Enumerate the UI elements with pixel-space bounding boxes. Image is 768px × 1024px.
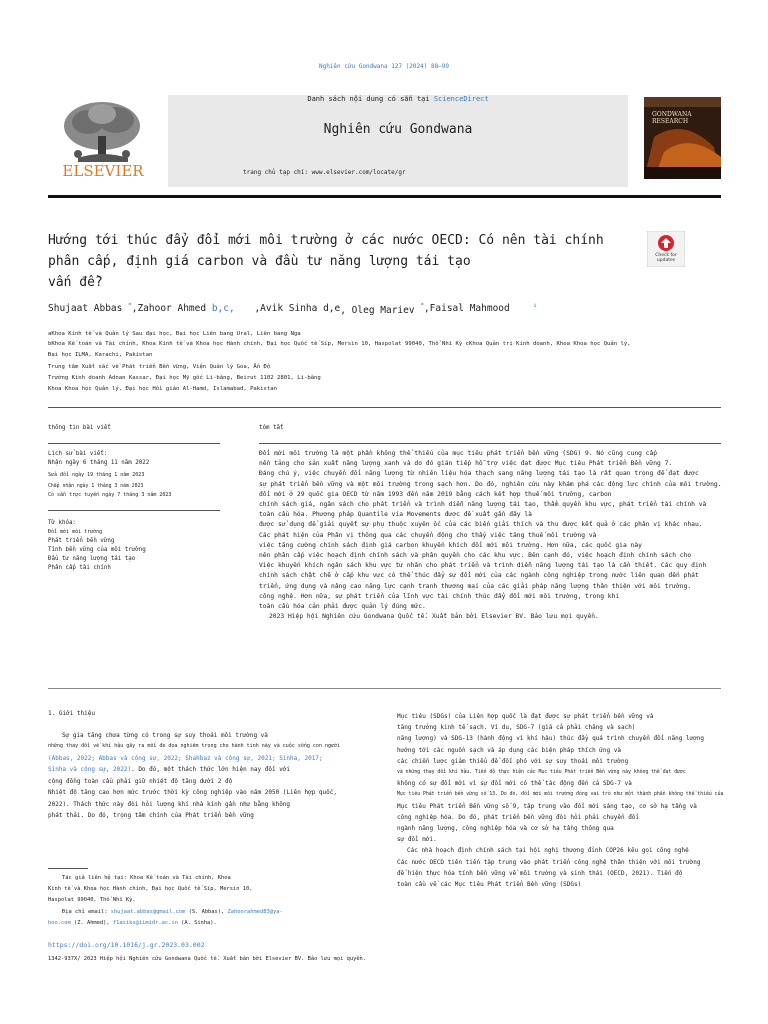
abstract-line: Các phát hiện của Phân vị thông qua các chuyển động cho thấy việc tăng thuế môi trường và: [259, 531, 597, 539]
article-info-heading: thông tin bài viết: [48, 425, 111, 431]
cover-title: GONDWANA RESEARCH: [652, 111, 692, 125]
email-owner: (S. Abbas),: [185, 908, 228, 915]
body-line: Mục tiêu (SDGs) của Liên hợp quốc là đạt được sự phát triển bền vững và: [397, 713, 654, 720]
sciencedirect-link[interactable]: ScienceDirect: [433, 95, 489, 103]
email-owner: (A. Sinha).: [177, 919, 217, 926]
abstract-line: toàn cầu hóa. Phương pháp Quantile via Movements được đề xuất gần đây là: [259, 511, 532, 519]
body-line: tăng trưởng kinh tế sạch. Ví dụ, SDG-7 (giá cả phải chăng và sạch): [397, 724, 636, 732]
body-line: và những thay đổi khí hậu. Tiến độ thực hiện các Mục tiêu Phát triển Bền vững này không thể đạt được: [397, 770, 686, 776]
body-line: năng lượng) và SDG-13 (hành động vì khí hậu) thúc đẩy quá trình chuyển đổi năng lượng: [397, 735, 705, 743]
keywords-heading: Từ khóa:: [48, 520, 76, 526]
keyword: Đổi mới môi trường: [48, 529, 103, 535]
affiliation: Đại học ILMA, Karachi, Pakistan: [48, 352, 153, 358]
affiliation: Khoa Khoa học Quản lý, Đại học Hồi giáo Al-Hamd, Islamabad, Pakistan: [48, 386, 278, 392]
body-line: sự đổi mới.: [397, 836, 437, 844]
body-line: không có sự đổi mới vì sự đổi mới có thể tác động đến cả SDG-7 và: [397, 780, 632, 788]
body-line: Mục tiêu Phát triển bền vững số 13. Do đó, đổi mới môi trường đóng vai trò như một thành phần không thể thiếu của: [397, 792, 724, 798]
citation-link[interactable]: Sinha và cộng sự, 2022): [48, 766, 132, 773]
journal-cover-image[interactable]: [644, 97, 721, 179]
email-link[interactable]: Zahoorahmed83@ya-: [227, 908, 283, 915]
body-separator: [48, 688, 721, 689]
abstract-line: Việc khuyến khích ngân sách khu vực tư nhân cho phát triển và trình diễn năng lượng tái tạo là cần thiết. Các quy định: [259, 562, 707, 570]
author-name[interactable]: ,Avik Sinha d,e: [254, 303, 341, 315]
affiliation: Trường Kinh doanh Adnan Kassar, Đại học Mỹ gốc Li-băng, Beirut 1102 2801, Li-băng: [48, 375, 321, 381]
body-line: [48, 764, 378, 776]
abstract-line: việc tăng cường chính sách định giá carbon khuyến khích đổi mới môi trường. Hơn nữa, các quốc gia này: [259, 541, 642, 549]
received-date: Nhận ngày 6 tháng 11 năm 2022: [48, 460, 150, 466]
abstract-rule: [259, 443, 721, 444]
keyword: Tính bền vững của môi trường: [48, 547, 146, 553]
body-line: cộng đồng toàn cầu phải giữ nhiệt độ tăng dưới 2 độ: [48, 777, 233, 785]
contents-line: [168, 95, 628, 103]
section-rule: [48, 407, 721, 408]
abstract-heading: tóm tắt: [259, 425, 284, 431]
doi-link[interactable]: https://doi.org/10.1016/j.gr.2023.03.002: [48, 941, 205, 949]
footnote-line: Tác giả liên hệ tại: Khoa Kế toán và Tài chính, Khoa: [62, 875, 231, 881]
author-name[interactable]: , Oleg Mariev: [340, 305, 415, 317]
keyword: Đầu tư năng lượng tái tạo: [48, 556, 136, 562]
revised-date: Sửa đổi ngày 19 tháng 1 năm 2023: [48, 472, 145, 478]
body-line: Nhiệt độ tăng cao hơn mức trước thời kỳ công nghiệp vào năm 2050 (Liên hợp quốc,: [48, 789, 337, 796]
body-line: các chiến lược giảm thiểu để đối phó với sự suy thoái môi trường: [397, 757, 629, 765]
article-history: [48, 450, 171, 500]
abstract-line: triển, ứng dụng và nâng cao năng lực cạnh tranh thương mại của các giải pháp năng lượng thân thiện với môi trường.: [259, 582, 692, 590]
body-line: Sự gia tăng chưa từng có trong sự suy thoái môi trường và: [62, 731, 268, 739]
body-right-column: [397, 711, 727, 890]
email-link[interactable]: shujaat.abbas@gmail.com: [110, 908, 186, 915]
abstract-copyright: 2023 Hiệp hội Nghiên cứu Gondwana Quốc tế. Xuất bản bởi Elsevier BV. Bảo lưu mọi quyền.: [269, 613, 599, 621]
body-line: 2022). Thách thức này đòi hỏi lượng khí nhà kính gần như bằng không: [48, 800, 291, 808]
keywords: [48, 519, 146, 573]
body-text: . Do đó, một thách thức lớn hiện nay đối với: [131, 766, 291, 773]
journal-reference[interactable]: Nghiên cứu Gondwana 127 (2024) 88–99: [318, 63, 450, 70]
author-name[interactable]: ,Zahoor Ahmed: [131, 303, 207, 315]
author-name[interactable]: ,Faisal Mahmood: [423, 303, 510, 315]
body-line: phát thải. Do đó, trọng tâm chính của Phát triển bền vững: [48, 812, 254, 819]
body-line: công nghiệp hóa. Do đó, phát triển bền vững đòi hỏi phải chuyển đổi: [397, 813, 640, 821]
abstract-line: sự phát triển bền vững và một môi trường trong sạch hơn. Do đó, nghiên cứu này khám phá các động lực chính của môi trường.: [259, 480, 722, 488]
email-owner: (Z. Ahmed),: [70, 919, 113, 926]
footnote-line: [48, 907, 378, 918]
journal-homepage[interactable]: trang chủ tạp chí: www.elsevier.com/locate/gr: [243, 169, 406, 176]
online-date: Có sẵn trực tuyến ngày 7 tháng 3 năm 2023: [48, 492, 172, 498]
author-mark: *: [128, 302, 132, 309]
body-left-column: [48, 708, 378, 822]
body-line: toàn cầu về các Mục tiêu Phát triển Bền vững (SDGs): [397, 881, 582, 889]
email-link[interactable]: hoo.com: [48, 919, 71, 926]
header-rule: [48, 195, 721, 198]
body-line: Các nhà hoạch định chính sách tại hội nghị thượng đỉnh COP26 kêu gọi công nghệ: [407, 847, 689, 855]
abstract-body: [259, 449, 729, 622]
bottom-copyright: 1342-937X/ 2023 Hiệp hội Nghiên cứu Gondwana Quốc tế. Xuất bản bởi Elsevier BV. Bảo lưu mọi quyền.: [48, 956, 367, 962]
footnote-line: Kinh tế và Khoa học Hành chính, Đại học Quốc tế Síp, Mersin 10,: [48, 886, 253, 893]
abstract-line: chính sách chặt chẽ ở cấp khu vực có thể thúc đẩy sự đổi mới của các ngành công nghiệp trong nước liên quan đến phát: [259, 572, 699, 580]
affiliation: aKhoa Kinh tế và Quản lý Sau đại học, Đại học Liên bang Ural, Liên bang Nga: [48, 331, 301, 337]
affiliation: Trung tâm Xuất sắc về Phát triển Bền vững, Viện Quản lý Goa, Ấn Độ: [48, 364, 271, 370]
abstract-line: Đáng chú ý, việc chuyển đổi năng lượng từ nhiên liệu hóa thạch sang năng lượng tái tạo là rất quan trọng để đạt được: [259, 470, 699, 478]
keyword: Phát triển bền vững: [48, 538, 115, 544]
body-line: ngành năng lượng, công nghiệp hóa và cơ sở hạ tầng thông qua: [397, 825, 614, 833]
check-for-updates-badge[interactable]: [647, 231, 685, 267]
affiliation: bKhoa Kế toán và Tài chính, Khoa Kinh tế và Khoa học Hành chính, Đại học Quốc tế Síp, Mersin 10, Haspolat 99040, Thổ Nhĩ Kỳ cKhoa Quản trị Kinh doanh, Khoa Khoa học Quản lý,: [48, 341, 631, 347]
title-line: phân cấp, định giá carbon và đầu tư năng lượng tái tạo: [48, 254, 471, 269]
body-line: hướng tới các nguồn sạch và áp dụng các biện pháp thích ứng và: [397, 746, 621, 754]
author-affiliation-mark: i: [533, 303, 537, 309]
publisher-name: ELSEVIER: [62, 162, 144, 180]
article-title: [48, 230, 618, 293]
footnote-line: [48, 918, 378, 929]
abstract-line: nên phân cấp việc hoạch định chính sách và phân quyền cho các khu vực. Bên cạnh đó, việc hoạch định chính sách cho: [259, 552, 692, 560]
author-list: [48, 302, 608, 317]
body-line: những thay đổi về khí hậu gây ra mối đe dọa nghiêm trọng cho hành tinh này và cuộc sống con người: [48, 743, 340, 749]
body-line: để hiện thực hóa tính bền vững về môi trường và sinh thái (OECD, 2021). Tiến độ: [397, 869, 683, 877]
journal-title: Nghiên cứu Gondwana: [323, 122, 473, 137]
abstract-line: công nghệ. Hơn nữa, sự phát triển của lĩnh vực tài chính thúc đẩy đổi mới môi trường, trong khi: [259, 592, 620, 600]
author-affiliation-mark: b,c,: [211, 303, 235, 315]
history-heading: Lịch sử bài viết:: [48, 451, 108, 457]
abstract-line: nền tảng cho sản xuất năng lượng xanh và do đó gián tiếp hỗ trợ việc đạt được Mục tiêu Phát triển Bền vững 7.: [259, 460, 673, 468]
footnote-rule: [48, 868, 88, 869]
article-info-rule: [48, 443, 220, 444]
citation-line[interactable]: (Abbas, 2022; Abbas và cộng sự, 2022; Shahbaz và cộng sự, 2021; Sinha, 2017;: [48, 754, 323, 762]
email-label: Địa chỉ email:: [62, 908, 111, 915]
footnotes: [48, 873, 378, 929]
section-heading: 1. Giới thiệu: [48, 710, 95, 717]
updates-badge-label: Check for updates: [655, 253, 677, 263]
body-line: Các nước OECD tiên tiến tập trung vào phát triển công nghệ thân thiện với môi trường: [397, 858, 701, 866]
contents-prefix: Danh sách nội dung có sẵn tại: [307, 95, 434, 103]
abstract-line: đổi mới ở 29 quốc gia OECD từ năm 1993 đến năm 2019 bằng cách kết hợp thuế môi trường, carbon: [259, 490, 612, 498]
article-info-rule: [48, 510, 220, 511]
body-line: Mục tiêu Phát triển Bền vững số 9, tập trung vào đổi mới sáng tạo, cơ sở hạ tầng và: [397, 802, 697, 810]
abstract-line: Đổi mới môi trường là một phần không thể thiếu của mục tiêu phát triển bền vững (SDG) 9. Nó cũng cung cấp: [259, 450, 658, 457]
abstract-line: toàn cầu hóa cản phải được quản lý đúng mức.: [259, 603, 426, 611]
author-mark: *: [420, 302, 424, 309]
accepted-date: Chấp nhận ngày 1 tháng 3 năm 2023: [48, 484, 144, 489]
keyword: Phân cấp tài chính: [48, 565, 111, 571]
title-line: Hướng tới thúc đẩy đổi mới môi trường ở các nước OECD: Có nên tài chính: [48, 233, 604, 248]
author-name[interactable]: Shujaat Abbas: [48, 303, 123, 315]
email-link[interactable]: f1asiks@iimidr.ac.in: [112, 919, 178, 926]
elsevier-logo: [48, 96, 158, 180]
title-line: vấn đề?: [48, 275, 103, 290]
abstract-line: chính sách giá, ngân sách cho phát triển và trình diễn năng lượng tái tạo, thẩm quyền khu vực, phát triển tài chính và: [259, 501, 707, 509]
footnote-line: Haspolat 99040, Thổ Nhĩ Kỳ.: [48, 897, 136, 904]
abstract-line: được sử dụng để giải quyết sự phụ thuộc xuyên ốc của các biến giải thích và thu được kết quả ở các phân vị khác nhau.: [259, 521, 703, 529]
